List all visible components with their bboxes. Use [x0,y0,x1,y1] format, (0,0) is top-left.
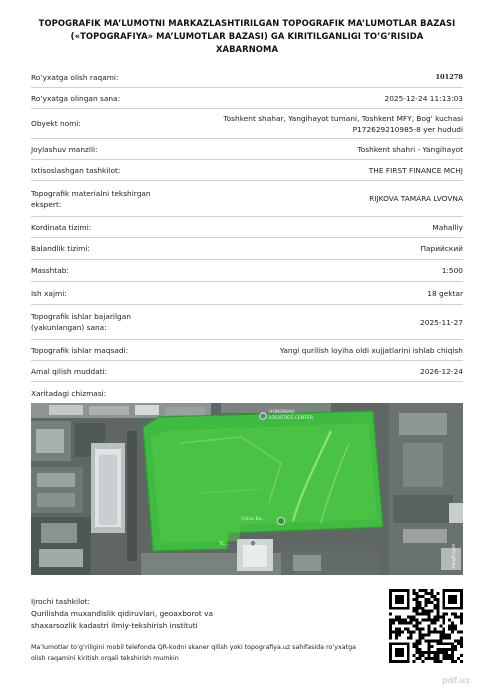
poi-label: HONGNIAO [269,410,295,415]
row-label: Ro’yxatga olish raqami: [31,72,119,82]
object-name-line-1: Toshkent shahar, Yangihayot tumani, Toshkent MFY, Bog' kuchasi [223,113,463,123]
row-label: Ixtisoslashgan tashkilot: [31,165,121,175]
row-purpose [31,340,463,361]
row-coordinate-system [31,217,463,238]
object-name-value [223,113,463,135]
qr-code-icon[interactable] [389,589,463,663]
expert-value: RIJKOVA TAMARA LVOVNA [369,194,463,203]
registration-number-value: 101278 [435,72,463,81]
watermark: pdf.uz [442,676,470,685]
row-label: Obyekt nomi: [31,119,81,128]
map-image [31,403,463,575]
poi-marker-icon [277,517,284,524]
row-label: Amal qilish muddati: [31,366,108,376]
executor-name-line-1: Qurilishda muxandislik qidiruvlari, geoaxborot va [31,609,213,618]
expert-label-line-1: Topografik materialni tekshirgan [31,188,151,198]
note-line-2: olish raqamini kiritish orqali tekshirish mumkin [31,655,179,662]
row-object-name [31,109,463,139]
poi-label: China Ba... [241,517,266,522]
row-completion-date [31,305,463,340]
executor-title: Ijrochi tashkilot: [31,597,91,606]
row-organization [31,160,463,181]
purpose-value: Yangi qurilish loyiha oldi xujjatlarini ishlab chiqish [279,345,463,355]
row-registration-date [31,88,463,109]
note-line-1: Ma’lumotlar to’g’riligini mobil telefonda QR-kodni skaner qilish yoki topografiya.uz sahifasida ro’yxatga [31,644,356,651]
coordinate-system-value: Mahalliy [432,222,463,232]
title-line-2: («TOPOGRAFIYA» MA’LUMOTLAR BAZASI) GA KIRITILGANLIGI TO’G’RISIDA [70,31,424,41]
row-label: Topografik ishlar maqsadi: [31,345,129,355]
expert-label-line-2: ekspert: [31,199,62,209]
row-label [31,311,139,333]
poi-label: Yangihayot [452,543,457,569]
location-value: Toshkent shahri - Yangihayot [357,144,463,154]
title-line-1: TOPOGRAFIK MA’LUMOTNI MARKAZLASHTIRILGAN TOPOGRAFIK MA’LUMOTLAR BAZASI [38,18,456,28]
poi-marker-icon [260,413,266,419]
scale-value: 1:500 [441,266,463,275]
completion-label-line-1: Topografik ishlar bajarilgan [31,312,131,321]
row-label: Ro’yxatga olingan sana: [31,93,121,103]
document-title [30,17,464,56]
row-label: Joylashuv manzili: [31,144,98,154]
height-system-value: Парийский [420,244,463,253]
verification-note [31,642,361,664]
row-location [31,139,463,160]
executor-name-line-2: shaxarsozlik kadastri ilmiy-tekshirish instituti [31,620,198,630]
row-work-volume [31,282,463,305]
title-line-3: XABARNOMA [215,44,279,54]
completion-date-value: 2025-11-27 [420,317,463,327]
row-height-system [31,238,463,260]
organization-value: THE FIRST FINANCE MCHJ [368,165,463,175]
row-expert [31,181,463,217]
row-label: Kordinata tizimi: [31,222,92,232]
poi-label: TC... [219,542,230,547]
row-label [31,188,159,210]
map-label: Xaritadagi chizmasi: [31,389,107,398]
object-name-line-2: P172629210985-8 yer hududi [352,124,463,134]
validity-value: 2026-12-24 [420,366,463,376]
row-validity [31,361,463,382]
poi-marker-icon [250,540,256,546]
poi-label: LOGISTICS CENTER [269,416,314,421]
work-volume-value: 18 gektar [427,288,463,298]
row-label: Balandlik tizimi: [31,244,90,253]
row-label: Masshtab: [31,266,69,275]
row-registration-number [31,67,463,88]
completion-label-line-2: (yakunlangan) sana: [31,323,107,332]
row-scale [31,260,463,282]
registration-date-value: 2025-12-24 11:13:03 [384,93,463,103]
satellite-map [31,403,463,575]
info-table [31,67,463,382]
row-label: Ish xajmi: [31,288,67,298]
executor-name [31,608,321,631]
